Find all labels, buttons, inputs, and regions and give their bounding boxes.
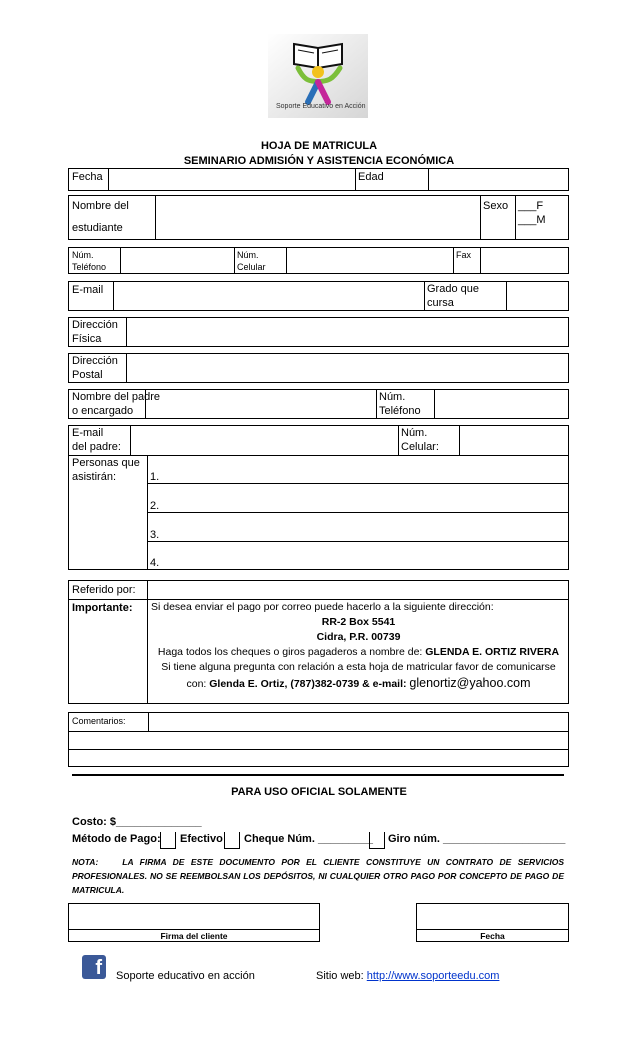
separator-line xyxy=(72,774,564,776)
importante-line-5: Si tiene alguna pregunta con relación a esta hoja de matricular favor de comunicarse xyxy=(161,661,556,673)
contact-details: Glenda E. Ortiz, (787)382-0739 & e-mail: xyxy=(209,678,410,690)
dir-fisica-label-1: Dirección xyxy=(72,319,118,331)
row-direccion-fisica xyxy=(68,317,569,347)
fecha-label: Fecha xyxy=(72,171,103,183)
padre-telefono-input[interactable] xyxy=(436,395,566,413)
persona-1-input[interactable] xyxy=(165,462,565,480)
padre-email-label-2: del padre: xyxy=(72,441,121,453)
padre-email-label-1: E-mail xyxy=(72,427,104,439)
tel-label-1: Núm. xyxy=(72,250,94,260)
fecha-firma-input[interactable] xyxy=(419,907,566,927)
row-padre xyxy=(68,389,569,419)
cheques-text: Haga todos los cheques o giros pagaderos a nombre de: xyxy=(157,646,426,658)
persona-3-label: 3. xyxy=(150,529,160,541)
block-padre-personas xyxy=(68,425,569,570)
row-direccion-postal xyxy=(68,353,569,383)
fecha-input[interactable] xyxy=(110,171,350,189)
email-input[interactable] xyxy=(115,287,420,305)
importante-label: Importante: xyxy=(72,602,133,614)
referido-label: Referido por: xyxy=(72,584,136,596)
efectivo-label: Efectivo xyxy=(180,833,223,845)
contact-email[interactable]: glenortiz@yahoo.com xyxy=(409,676,531,690)
nota-paragraph xyxy=(72,855,564,897)
comentarios-input-3[interactable] xyxy=(71,751,566,765)
persona-4-label: 4. xyxy=(150,557,160,569)
importante-content xyxy=(148,600,569,692)
comentarios-input-2[interactable] xyxy=(71,733,566,747)
grado-label-2: cursa xyxy=(427,297,454,309)
costo-line: Costo: $______________ xyxy=(72,816,202,828)
row-fecha-edad xyxy=(68,168,569,191)
cheque-label: Cheque Núm. _________ xyxy=(244,833,374,845)
sexo-label: Sexo xyxy=(483,200,509,212)
block-referido-importante xyxy=(68,580,569,704)
persona-1-label: 1. xyxy=(150,471,160,483)
importante-line-6 xyxy=(148,675,569,692)
sexo-f-option[interactable]: ___F xyxy=(518,200,544,212)
personas-label-2: asistirán: xyxy=(72,471,117,483)
page-subtitle: SEMINARIO ADMISIÓN Y ASISTENCIA ECONÓMICA xyxy=(183,155,455,167)
tel-label-2: Teléfono xyxy=(72,262,107,272)
website-label: Sitio web: xyxy=(316,970,367,982)
nombre-label-2: estudiante xyxy=(72,222,123,234)
nombre-input[interactable] xyxy=(157,208,475,228)
row-nombre-sexo xyxy=(68,195,569,240)
padre-tel-label-2: Teléfono xyxy=(379,405,421,417)
giro-checkbox[interactable] xyxy=(369,832,385,849)
fax-label: Fax xyxy=(456,250,472,260)
edad-label: Edad xyxy=(358,171,384,183)
padre-nombre-input[interactable] xyxy=(147,395,372,413)
firma-box xyxy=(68,903,320,942)
dir-fisica-label-2: Física xyxy=(72,333,102,345)
email-label: E-mail xyxy=(72,284,104,296)
address-line-2: Cidra, P.R. 00739 xyxy=(316,631,401,643)
firma-label: Firma del cliente xyxy=(160,931,228,941)
payee-name: GLENDA E. ORTIZ RIVERA xyxy=(425,646,560,658)
cel-label-1: Núm. xyxy=(237,250,259,260)
padre-label-1: Nombre del padre xyxy=(72,391,161,403)
celular-input[interactable] xyxy=(288,252,448,270)
nombre-label-1: Nombre del xyxy=(72,200,129,212)
contact-prefix: con: xyxy=(186,678,210,690)
persona-4-input[interactable] xyxy=(165,548,565,566)
padre-celular-input[interactable] xyxy=(461,431,566,449)
website-link[interactable]: http://www.soporteedu.com xyxy=(366,970,500,982)
importante-line-1: Si desea enviar el pago por correo puede hacerlo a la siguiente dirección: xyxy=(151,601,494,613)
logo-caption: Soporte Educativo en Acción xyxy=(276,103,366,110)
website-line xyxy=(316,969,499,984)
telefono-input[interactable] xyxy=(122,252,230,270)
direccion-postal-input[interactable] xyxy=(128,359,566,377)
efectivo-checkbox[interactable] xyxy=(160,832,176,849)
padre-tel-label-1: Núm. xyxy=(379,391,406,403)
referido-input[interactable] xyxy=(149,582,566,598)
padre-label-2: o encargado xyxy=(72,405,134,417)
cheque-checkbox[interactable] xyxy=(224,832,240,849)
comentarios-input-1[interactable] xyxy=(150,714,566,730)
padre-email-input[interactable] xyxy=(132,431,394,449)
fecha-firma-label: Fecha xyxy=(480,931,505,941)
block-comentarios xyxy=(68,712,569,767)
logo xyxy=(262,32,374,120)
firma-input[interactable] xyxy=(71,907,317,927)
sexo-m-option[interactable]: ___M xyxy=(518,214,546,226)
metodo-label: Método de Pago: xyxy=(72,833,161,845)
grado-input[interactable] xyxy=(508,287,566,305)
personas-label-1: Personas que xyxy=(72,457,140,469)
comentarios-label: Comentarios: xyxy=(72,716,126,726)
persona-3-input[interactable] xyxy=(165,519,565,537)
giro-label: Giro núm. ____________________ xyxy=(388,833,566,845)
dir-postal-label-1: Dirección xyxy=(72,355,118,367)
direccion-fisica-input[interactable] xyxy=(128,323,566,341)
page-title: HOJA DE MATRICULA xyxy=(260,140,378,152)
grado-label-1: Grado que xyxy=(427,283,479,295)
cel-label-2: Celular xyxy=(237,262,266,272)
nota-text: LA FIRMA DE ESTE DOCUMENTO POR EL CLIENTE CONSTITUYE UN CONTRATO DE SERVICIOS PROFESIONALES. NO SE REEMBOLSAN LOS DEPÓSITOS, NI CUALQUIER OTRO PAGO POR CONCEPTO DE PAGO DE MATRICULA. xyxy=(72,857,564,895)
importante-line-4 xyxy=(148,645,569,660)
persona-2-input[interactable] xyxy=(165,490,565,508)
facebook-icon[interactable]: f xyxy=(82,955,106,979)
padre-cel-label-2: Celular: xyxy=(401,441,439,453)
official-use-title: PARA USO OFICIAL SOLAMENTE xyxy=(231,786,407,798)
row-email-grado xyxy=(68,281,569,311)
persona-2-label: 2. xyxy=(150,500,160,512)
row-telefonos xyxy=(68,247,569,274)
fecha-firma-box xyxy=(416,903,569,942)
edad-input[interactable] xyxy=(430,171,566,189)
facebook-text: Soporte educativo en acción xyxy=(116,970,255,982)
nota-label: NOTA: xyxy=(72,857,99,867)
fax-input[interactable] xyxy=(482,252,566,270)
address-line-1: RR-2 Box 5541 xyxy=(321,616,396,628)
dir-postal-label-2: Postal xyxy=(72,369,103,381)
padre-cel-label-1: Núm. xyxy=(401,427,428,439)
